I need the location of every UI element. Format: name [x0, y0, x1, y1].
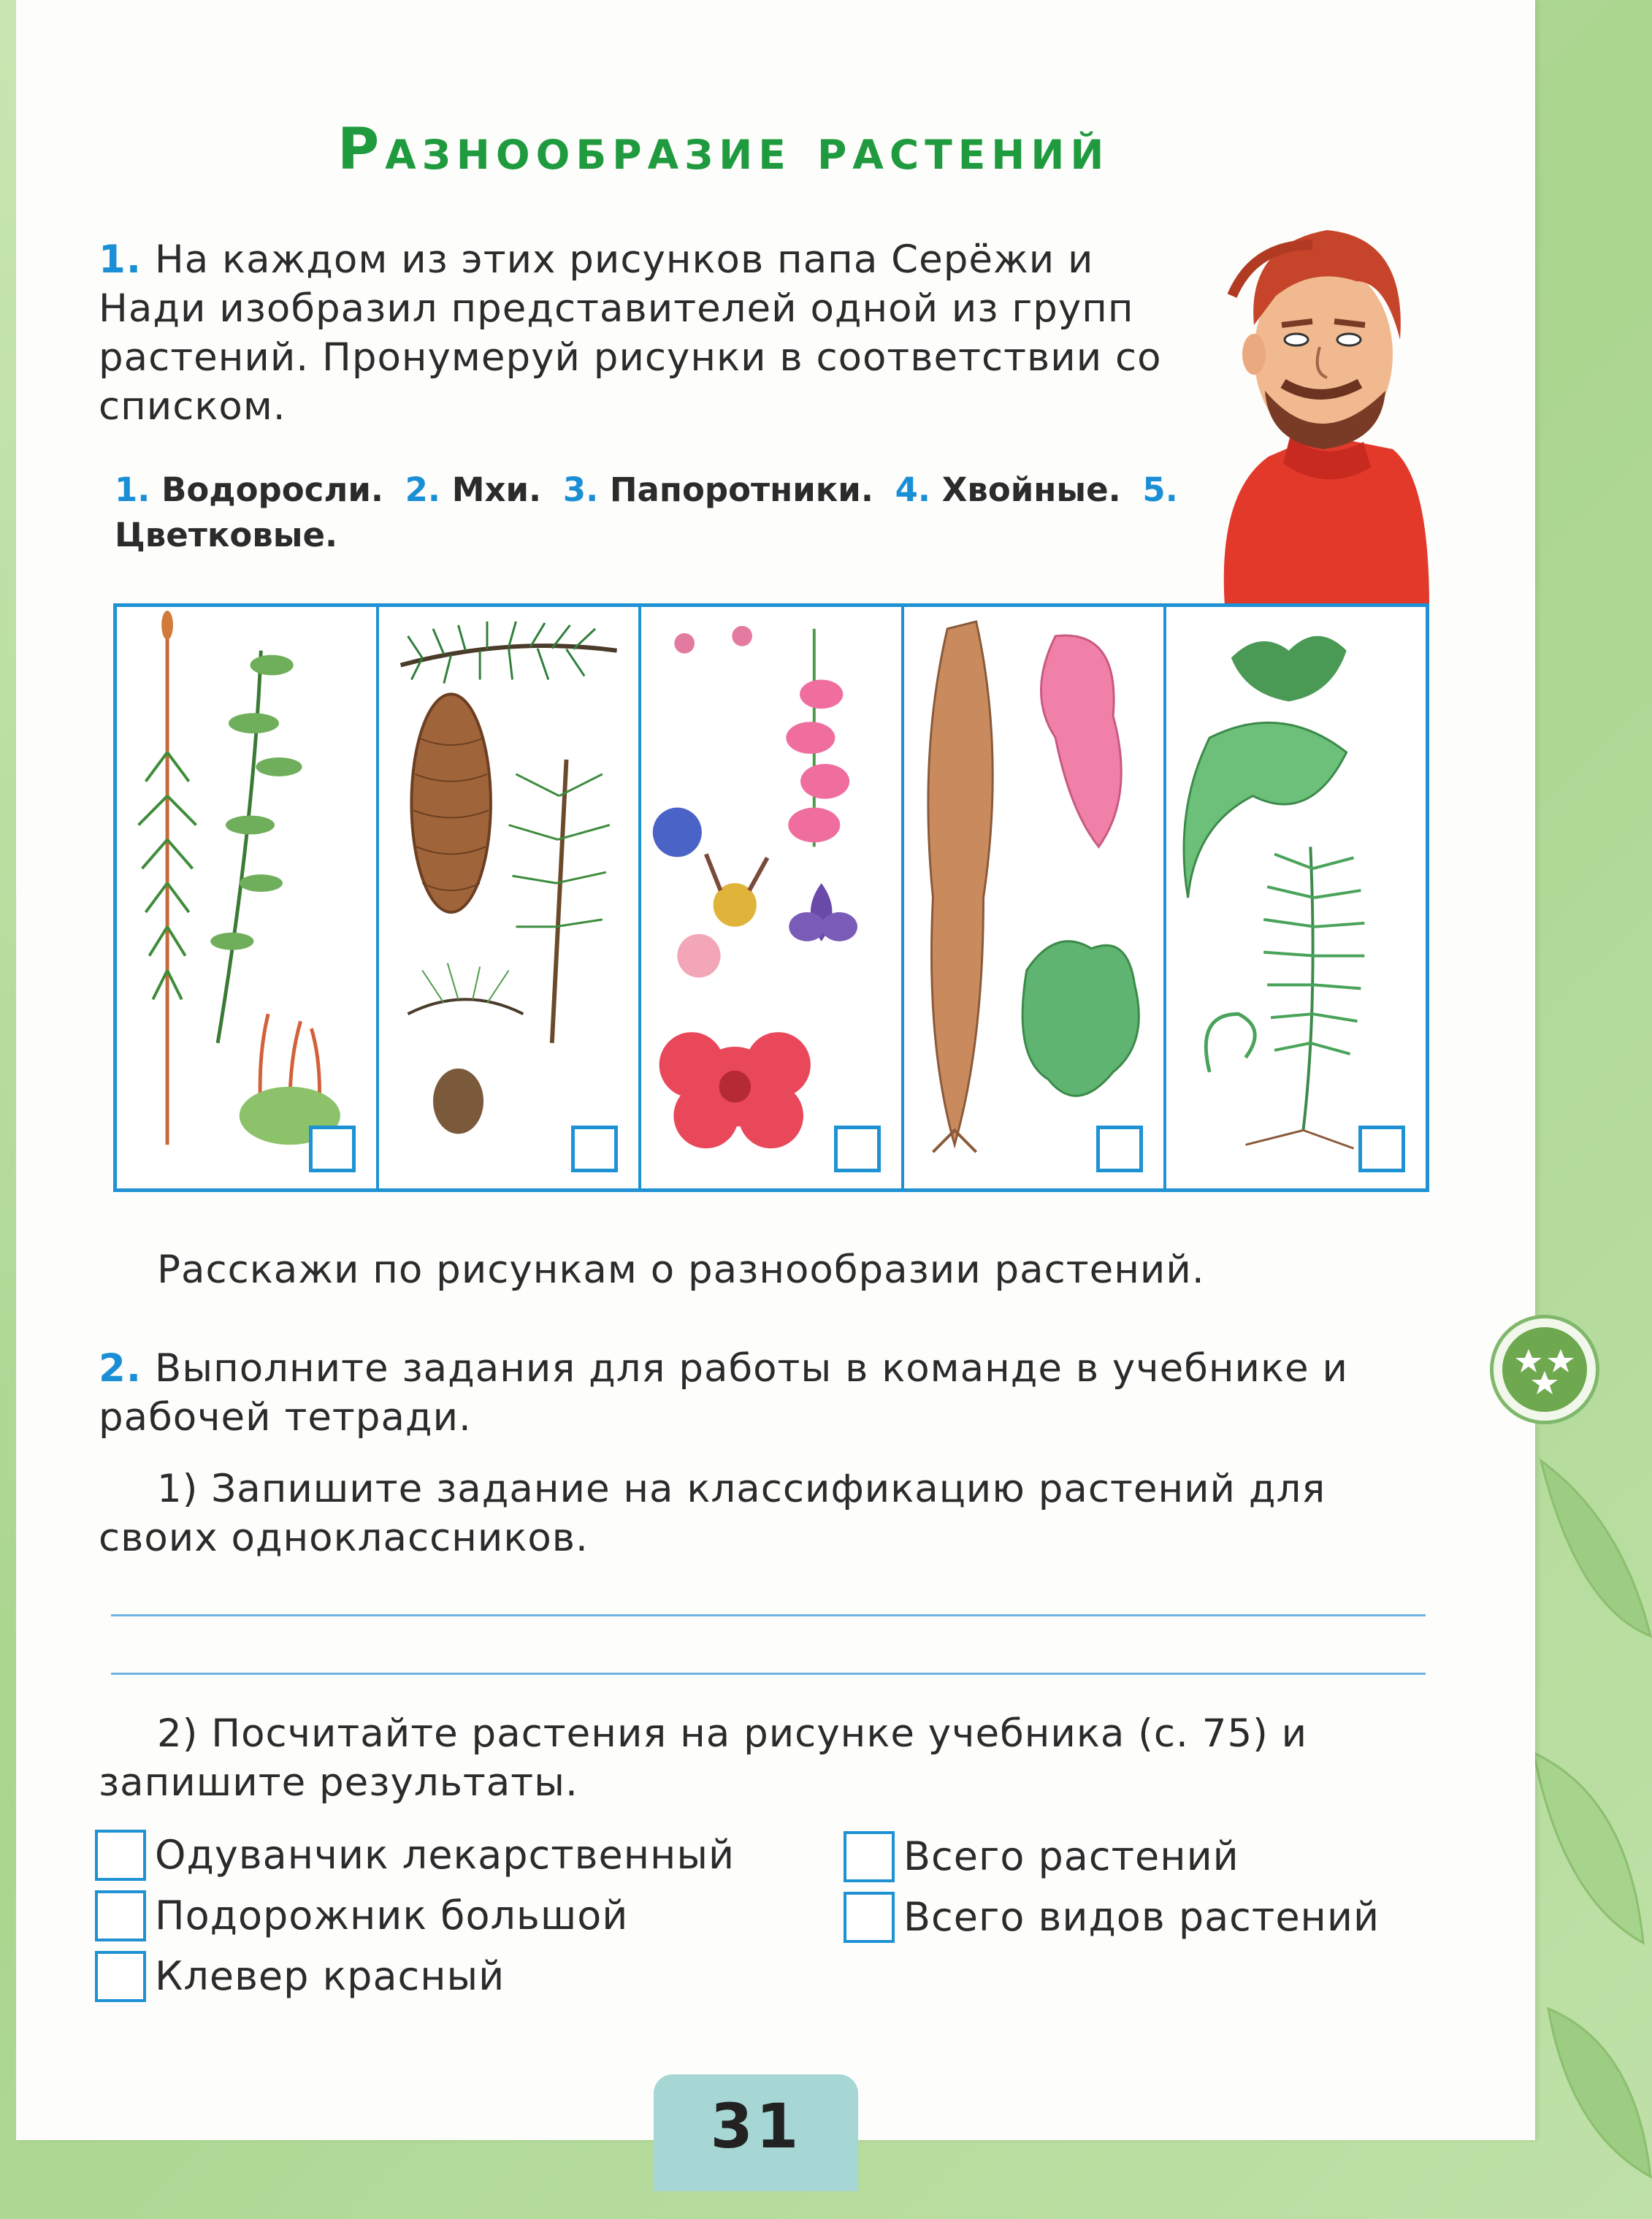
answer-box-algae[interactable]	[1096, 1126, 1143, 1172]
flowering-panel	[638, 607, 900, 1188]
count-label-plantain: Подорожник большой	[155, 1893, 629, 1939]
task1-legend	[115, 467, 1181, 558]
count-box-clover[interactable]	[95, 1951, 146, 2002]
leaf-decoration	[1534, 1388, 1652, 2191]
task2-sub2: 2) Посчитайте растения на рисунке учебника (с. 75) и запишите результаты.	[99, 1711, 1308, 1805]
task1-text: На каждом из этих рисунков папа Серёжи и Нади изобразил представителей одной из групп растений. Пронумеруй рисунки в соответствии со списком.	[99, 237, 1162, 429]
answer-line-1[interactable]	[111, 1614, 1426, 1616]
legend-num-3: 3.	[562, 470, 599, 509]
count-label-total-species: Всего видов растений	[903, 1894, 1380, 1940]
count-label-clover: Клевер красный	[155, 1953, 505, 1999]
teamwork-badge-inner	[1502, 1327, 1587, 1412]
moss-illustration	[117, 607, 376, 1188]
count-item-clover	[95, 1951, 505, 2002]
answer-box-moss[interactable]	[309, 1126, 356, 1172]
fern-illustration	[1166, 607, 1426, 1188]
tell-text: Расскажи по рисункам о разнообразии растений.	[157, 1248, 1205, 1292]
teamwork-badge	[1490, 1315, 1599, 1424]
count-box-total-species[interactable]	[844, 1892, 895, 1943]
page-title: Разнообразие растений	[337, 117, 1110, 183]
answer-box-conifer[interactable]	[571, 1126, 618, 1172]
answer-box-fern[interactable]	[1358, 1126, 1405, 1172]
task1-number: 1.	[99, 237, 142, 282]
answer-line-2[interactable]	[111, 1673, 1426, 1675]
legend-label-1: Водоросли.	[161, 470, 383, 509]
count-box-dandelion[interactable]	[95, 1830, 146, 1881]
count-item-dandelion	[95, 1830, 735, 1881]
legend-label-5: Цветковые.	[115, 516, 338, 554]
count-box-total-plants[interactable]	[844, 1831, 895, 1882]
plant-pictures-strip	[113, 603, 1429, 1192]
fern-panel	[1163, 607, 1426, 1188]
moss-panel	[117, 607, 376, 1188]
algae-illustration	[904, 607, 1163, 1188]
task2-sub1: 1) Запишите задание на классификацию растений для своих одноклассников.	[99, 1467, 1326, 1560]
page-number: 31	[710, 2090, 802, 2162]
conifer-panel	[376, 607, 638, 1188]
legend-label-3: Папоротники.	[609, 470, 873, 509]
conifer-illustration	[379, 607, 638, 1188]
task2-number: 2.	[99, 1346, 142, 1391]
workbook-page	[16, 0, 1535, 2140]
algae-panel	[901, 607, 1163, 1188]
dad-illustration	[1203, 215, 1429, 606]
legend-num-1: 1.	[115, 470, 150, 509]
count-item-total-plants	[844, 1831, 1239, 1882]
count-label-total-plants: Всего растений	[903, 1833, 1239, 1879]
legend-label-2: Мхи.	[451, 470, 542, 509]
legend-num-5: 5.	[1142, 470, 1178, 509]
count-item-total-species	[844, 1892, 1380, 1943]
task1-paragraph	[99, 235, 1179, 431]
legend-label-4: Хвойные.	[941, 470, 1121, 509]
task2-text: Выполните задания для работы в команде в учебнике и рабочей тетради.	[99, 1346, 1348, 1440]
count-label-dandelion: Одуванчик лекарственный	[155, 1832, 735, 1878]
count-item-plantain	[95, 1890, 628, 1941]
count-box-plantain[interactable]	[95, 1890, 146, 1941]
answer-box-flowering[interactable]	[834, 1126, 881, 1172]
stars-icon	[1502, 1327, 1587, 1412]
task2-paragraph	[99, 1344, 1428, 1442]
flowering-illustration	[641, 607, 900, 1188]
legend-num-2: 2.	[405, 470, 441, 509]
legend-num-4: 4.	[895, 470, 931, 509]
